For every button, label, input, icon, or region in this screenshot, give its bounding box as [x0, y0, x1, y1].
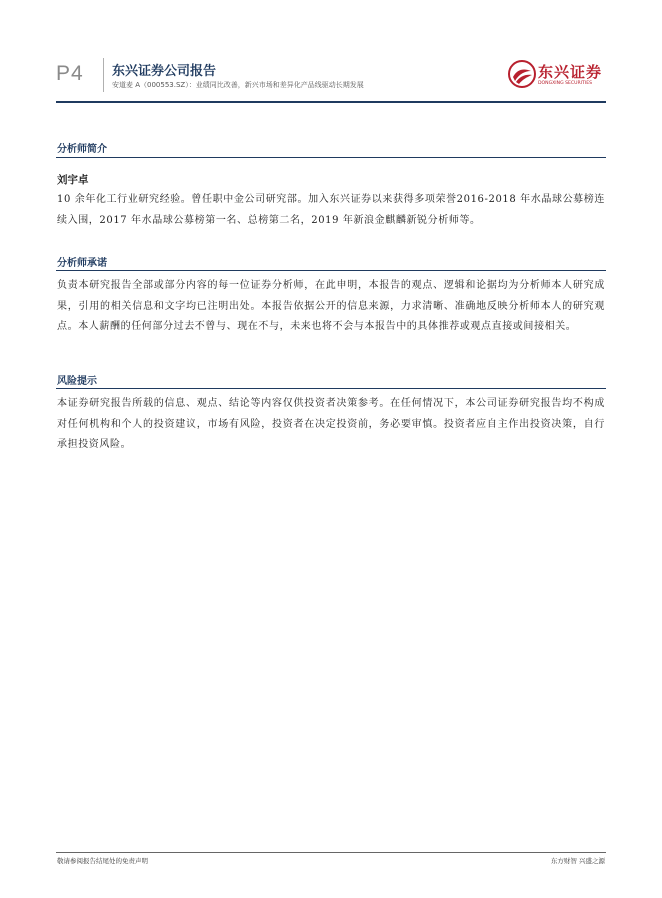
risk-notice-text: 本证券研究报告所载的信息、观点、结论等内容仅供投资者决策参考。在任何情况下，本公司证券研究报告均不构成对任何机构和个人的投资建议，市场有风险，投资者在决定投资前，务必要审慎。投资者应自主作出投资决策，自行承担投资风险。 [57, 398, 605, 450]
section-title-analyst-commitment: 分析师承诺 [57, 258, 107, 269]
footer-disclaimer-note: 敬请参阅报告结尾处的免责声明 [57, 857, 148, 865]
section-title-risk-notice: 风险提示 [57, 376, 97, 387]
footer-slogan: 东方财智 兴盛之源 [550, 857, 605, 865]
analyst-name: 刘宇卓 [57, 174, 89, 186]
page-number: P4 [56, 62, 84, 85]
report-subtitle: 安道麦 A（000553.SZ）：业绩同比改善，新兴市场和差异化产品线驱动长期发展 [112, 81, 364, 89]
header-rule [56, 101, 606, 103]
logo-english-text: DONGXING SECURITIES [538, 81, 593, 86]
section-title-analyst-intro: 分析师简介 [57, 144, 107, 155]
section-rule-risk-notice [56, 388, 606, 389]
analyst-commitment-text: 负责本研究报告全部或部分内容的每一位证券分析师，在此申明，本报告的观点、逻辑和论据均为分析师本人研究成果，引用的相关信息和文字均已注明出处。本报告依据公开的信息来源，力求清晰、准确地反映分析师本人的研究观点。本人薪酬的任何部分过去不曾与、现在不与，未来也将不会与本报告中的具体推荐或观点直接或间接相关。 [57, 280, 605, 332]
dongxing-logo-icon [508, 60, 536, 88]
footer-rule [56, 852, 606, 853]
header-divider [103, 58, 104, 92]
logo-chinese-text: 东兴证券 [538, 63, 603, 81]
section-rule-analyst-intro [56, 157, 606, 158]
analyst-bio: 10 余年化工行业研究经验。曾任职中金公司研究部。加入东兴证券以来获得多项荣誉2016-2018 年水晶球公募榜连续入围，2017 年水晶球公募榜第一名、总榜第二名，2019 年新浪金麒麟新锐分析师等。 [57, 194, 605, 226]
section-rule-analyst-commitment [56, 270, 606, 271]
company-report-title: 东兴证券公司报告 [112, 64, 217, 79]
dongxing-logo [508, 60, 608, 92]
